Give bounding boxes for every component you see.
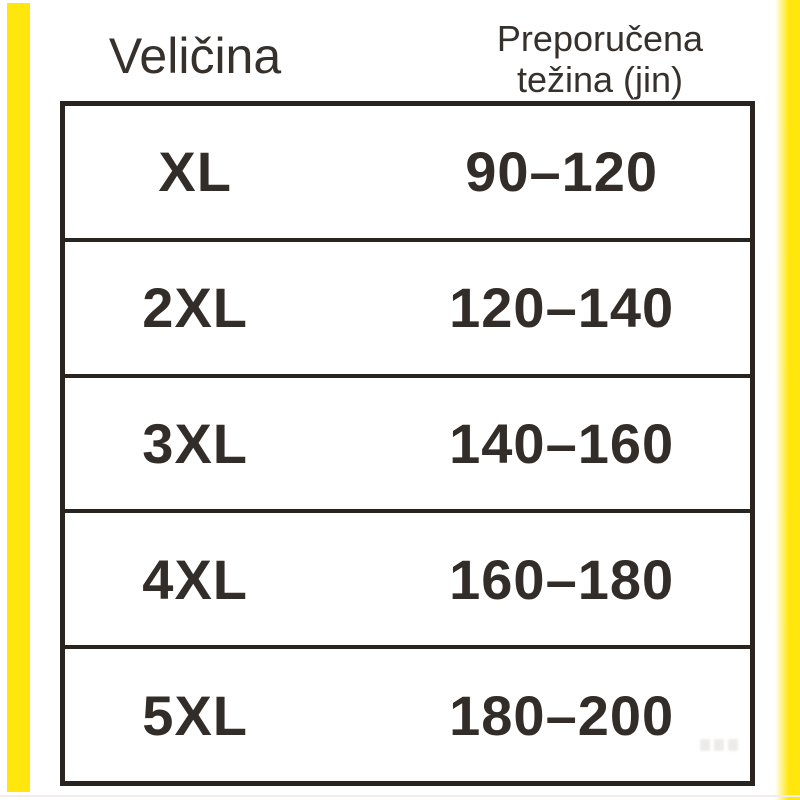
column-header-weight: [460, 18, 740, 100]
left-yellow-bar: [7, 3, 30, 792]
size-cell: 2XL: [142, 276, 248, 340]
size-cell: 4XL: [142, 547, 248, 611]
size-table: [60, 101, 755, 786]
weight-cell: 180–200: [449, 683, 675, 747]
size-cell: 5XL: [142, 683, 248, 747]
table-row: [65, 106, 750, 242]
table-row: [65, 649, 750, 781]
column-header-weight-line2: težina (jin): [516, 59, 684, 100]
table-row: [65, 378, 750, 514]
weight-cell: 90–120: [465, 140, 659, 204]
weight-cell: 120–140: [449, 276, 675, 340]
bottom-divider-line: [0, 795, 800, 797]
size-cell: XL: [158, 140, 232, 204]
right-yellow-bar: [775, 0, 800, 800]
column-header-size: Veličina: [108, 28, 282, 84]
table-row: [65, 242, 750, 378]
weight-cell: 160–180: [449, 547, 675, 611]
size-cell: 3XL: [142, 411, 248, 475]
column-header-weight-line1: Preporučena: [496, 18, 704, 59]
table-row: [65, 513, 750, 649]
weight-cell: 140–160: [449, 411, 675, 475]
